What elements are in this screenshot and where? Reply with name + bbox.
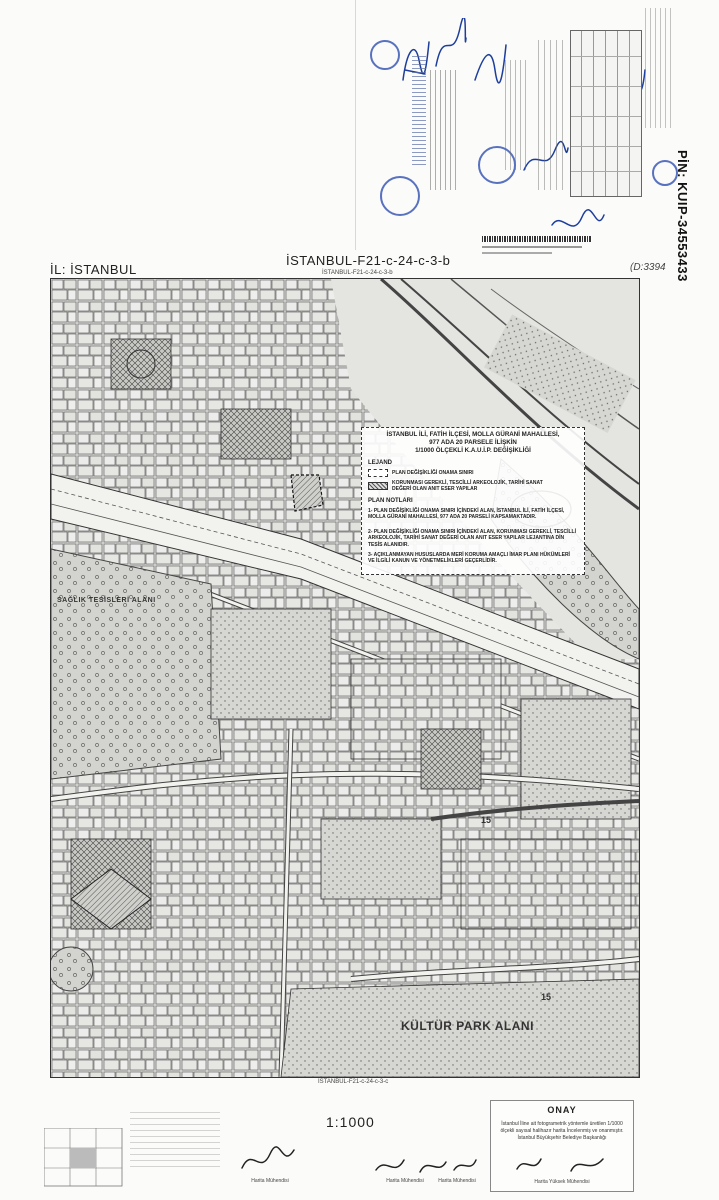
- road-badge-15-lower: 15: [541, 992, 552, 1002]
- plan-note-2: 2- PLAN DEĞİŞİKLİĞİ ONAMA SINIRI İÇİNDEKİ ALAN, KORUNMASI GEREKLİ, TESCİLLİ ARKEOLOJİK, TARİHİ SANAT DEĞERİ OLAN ANIT ESER YAPILAR LEJANTINA DİN TESİS ALANIDIR.: [368, 529, 576, 548]
- pin-label: PİN: KUIP-34553433: [675, 150, 690, 282]
- province-label: İL: İSTANBUL: [50, 262, 137, 277]
- signature-footer-left: [238, 1140, 298, 1180]
- approval-title: ONAY: [547, 1105, 577, 1115]
- stamp-text-block-1: [412, 55, 426, 165]
- notice-subtitle: 1/1000 ÖLÇEKLİ K.A.U.İ.P. DEĞİŞİKLİĞİ: [415, 446, 531, 454]
- signature-footer-center: [370, 1152, 480, 1180]
- legend-label: KORUNMASI GEREKLİ, TESCİLLİ ARKEOLOJİK, TARİHİ SANAT DEĞERİ OLAN ANIT ESER YAPILAR: [392, 480, 543, 493]
- plan-change-notice: [361, 427, 585, 575]
- stamp-text-block-2: [430, 70, 460, 190]
- signature-3: [470, 30, 510, 90]
- plan-note-3: 3- AÇIKLANMAYAN HUSUSLARDA MERİ KORUMA AMAÇLI İMAR PLANI HÜKÜMLERİ VE İLGİLİ KANUN VE YÖNETMELİKLERİ GEÇERLİDİR.: [368, 552, 570, 565]
- hatched-monument-swatch: [368, 482, 388, 490]
- signature-approval: [511, 1151, 611, 1179]
- plan-note-1: 1- PLAN DEĞİŞİKLİĞİ ONAMA SINIRI İÇİNDEKİ ALAN, İSTANBUL İLİ, FATİH İLÇESİ, MOLLA GÜRANİ MAHALLESİ, 977 ADA 20 PARSELİ KAPSAMAKTADIR.: [368, 508, 565, 521]
- legend-item-monument: [368, 480, 562, 493]
- notice-title-2: 977 ADA 20 PARSELE İLİŞKİN: [429, 438, 517, 446]
- map-frame: [50, 278, 640, 1078]
- footer-center-role: Harita Mühendisi: [386, 1178, 424, 1184]
- handwritten-note: (D:3394: [630, 262, 666, 273]
- sheet-id-bottom-small: İSTANBUL-F21-c-24-c-3-c: [318, 1079, 389, 1085]
- label-culture-park: KÜLTÜR PARK ALANI: [401, 1019, 534, 1033]
- stamp-text-block-4: [538, 40, 566, 190]
- stamp-text-block-3: [505, 60, 529, 170]
- footer-right-role: Harita Mühendisi: [438, 1178, 476, 1184]
- footer-notes-block: [130, 1112, 220, 1172]
- legend-label: PLAN DEĞİŞİKLİĞİ ONAMA SINIRI: [392, 469, 474, 476]
- paper-fold-line: [355, 0, 356, 250]
- map-scale: 1:1000: [326, 1114, 375, 1130]
- title-block-table: [570, 30, 642, 197]
- sheet-index-grid: [44, 1128, 124, 1188]
- approval-role: Harita Yüksek Mühendisi: [534, 1179, 590, 1185]
- stamp-round-3: [370, 40, 400, 70]
- label-health-facilities: SAĞLIK TESİSLERİ ALANI: [57, 597, 156, 604]
- approval-box: [490, 1100, 634, 1192]
- sheet-id-top-small: İSTANBUL-F21-c-24-c-3-b: [322, 270, 393, 276]
- signature-2: [430, 18, 470, 78]
- road-badge-15-upper: 15: [481, 815, 492, 825]
- stamp-round-1: [380, 176, 420, 216]
- stamp-text-block-5: [645, 8, 673, 128]
- footer-left-role: Harita Mühendisi: [251, 1178, 289, 1184]
- barcode-stamp: [482, 236, 592, 260]
- sheet-id: İSTANBUL-F21-c-24-c-3-b: [286, 253, 451, 268]
- legend-item-boundary: [368, 469, 562, 477]
- plan-notes-heading: PLAN NOTLARI: [368, 498, 413, 504]
- dashed-boundary-swatch: [368, 469, 388, 477]
- approval-text: İstanbul İline ait fotogrametrik yöntemle üretilen 1/1000 ölçekli sayısal halihazır harita İncelenmiş ve onanmıştır. İstanbul Büyükşehir Belediye Başkanlığı: [500, 1121, 624, 1141]
- legend-heading: LEJAND: [368, 460, 393, 466]
- map-drawing: [51, 279, 639, 1077]
- notice-title: İSTANBUL İLİ, FATİH İLÇESİ, MOLLA GÜRANİ MAHALLESİ,: [386, 431, 560, 438]
